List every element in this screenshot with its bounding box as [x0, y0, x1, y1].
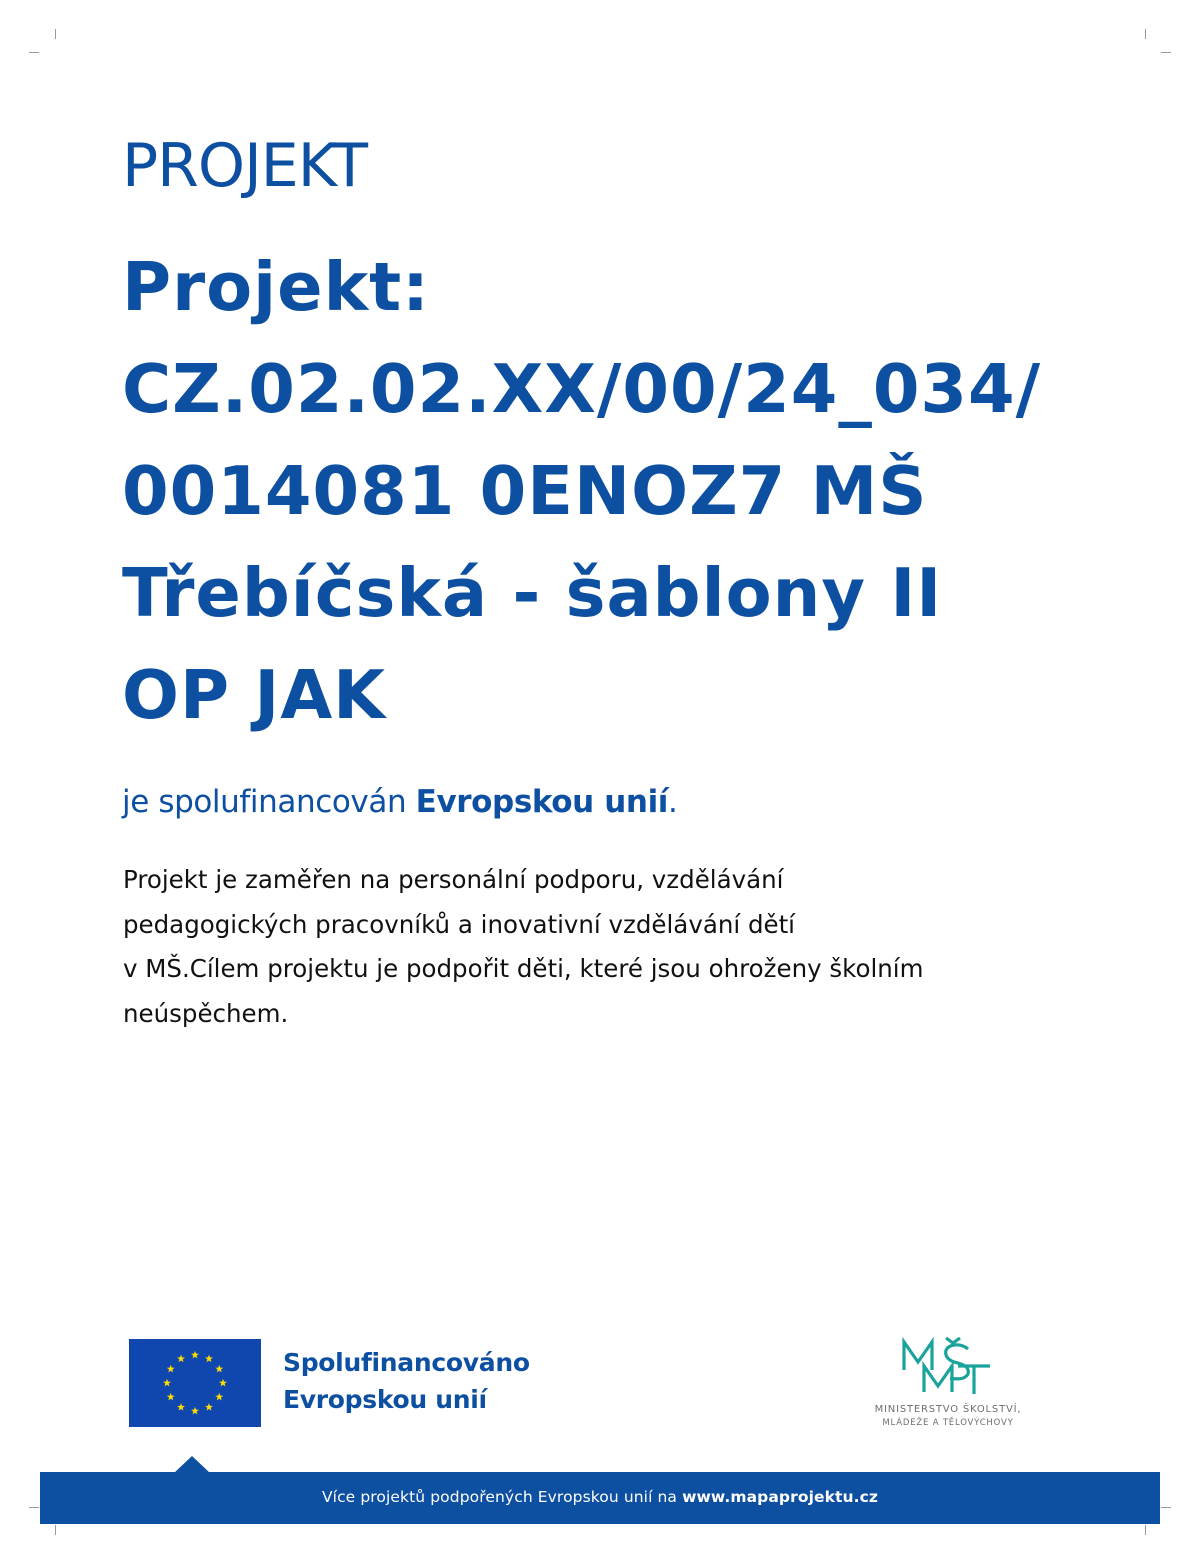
eu-text-line: Spolufinancováno: [283, 1348, 530, 1377]
project-title-line: Projekt:: [122, 248, 430, 326]
crop-mark: [55, 29, 56, 39]
section-label: PROJEKT: [122, 131, 368, 201]
eu-star-icon: [167, 1365, 175, 1373]
eu-star-icon: [219, 1379, 227, 1387]
description-line: Projekt je zaměřen na personální podporu, vzdělávání: [123, 865, 784, 894]
eu-stars-icon: [129, 1339, 261, 1427]
project-description: [123, 858, 1103, 1036]
eu-star-icon: [163, 1379, 171, 1387]
description-line: neúspěchem.: [123, 998, 289, 1028]
eu-cofinanced-text: [283, 1344, 530, 1418]
footer-prefix: Více projektů podpořených Evropskou unií na: [321, 1488, 683, 1506]
crop-mark: [55, 1525, 56, 1535]
msmt-mark-icon: [850, 1336, 1050, 1406]
cofinancing-emphasis: Evropskou unií: [415, 784, 669, 820]
cofinancing-statement: [122, 784, 678, 821]
eu-star-icon: [215, 1393, 223, 1401]
crop-mark: [29, 1507, 39, 1508]
project-title-line: CZ.02.02.XX/00/24_034/: [122, 350, 1042, 428]
eu-star-icon: [177, 1355, 185, 1363]
footer-text: [40, 1488, 1160, 1506]
crop-mark: [1145, 1525, 1146, 1535]
crop-mark: [1161, 52, 1171, 53]
eu-star-icon: [191, 1407, 199, 1415]
footer-link[interactable]: www.mapaprojektu.cz: [682, 1488, 879, 1506]
eu-text-line: Evropskou unií: [283, 1385, 487, 1414]
eu-star-icon: [177, 1403, 185, 1411]
project-title: [122, 236, 1122, 746]
project-title-line: OP JAK: [122, 656, 387, 734]
eu-star-icon: [215, 1365, 223, 1373]
description-line: pedagogických pracovníků a inovativní vzdělávání dětí: [123, 909, 795, 939]
footer-notch: [174, 1456, 210, 1473]
msmt-name-line: MLÁDEŽE A TĚLOVÝCHOVY: [882, 1418, 1014, 1428]
footer-bar: [40, 1472, 1160, 1524]
project-title-line: Třebíčská - šablony II: [122, 554, 943, 632]
cofinancing-prefix: je spolufinancován: [122, 784, 416, 820]
description-line: v MŠ.Cílem projektu je podpořit děti, které jsou ohroženy školním: [123, 954, 924, 983]
eu-star-icon: [205, 1355, 213, 1363]
crop-mark: [1145, 29, 1146, 39]
eu-star-icon: [205, 1403, 213, 1411]
msmt-name-line: MINISTERSTVO ŠKOLSTVÍ,: [874, 1404, 1022, 1415]
crop-mark: [1161, 1507, 1171, 1508]
eu-star-icon: [167, 1393, 175, 1401]
eu-star-icon: [191, 1351, 199, 1359]
crop-mark: [29, 52, 39, 53]
project-title-line: 0014081 0ENOZ7 MŠ: [122, 452, 928, 530]
cofinancing-suffix: .: [668, 784, 678, 820]
eu-flag-logo: [129, 1339, 261, 1427]
